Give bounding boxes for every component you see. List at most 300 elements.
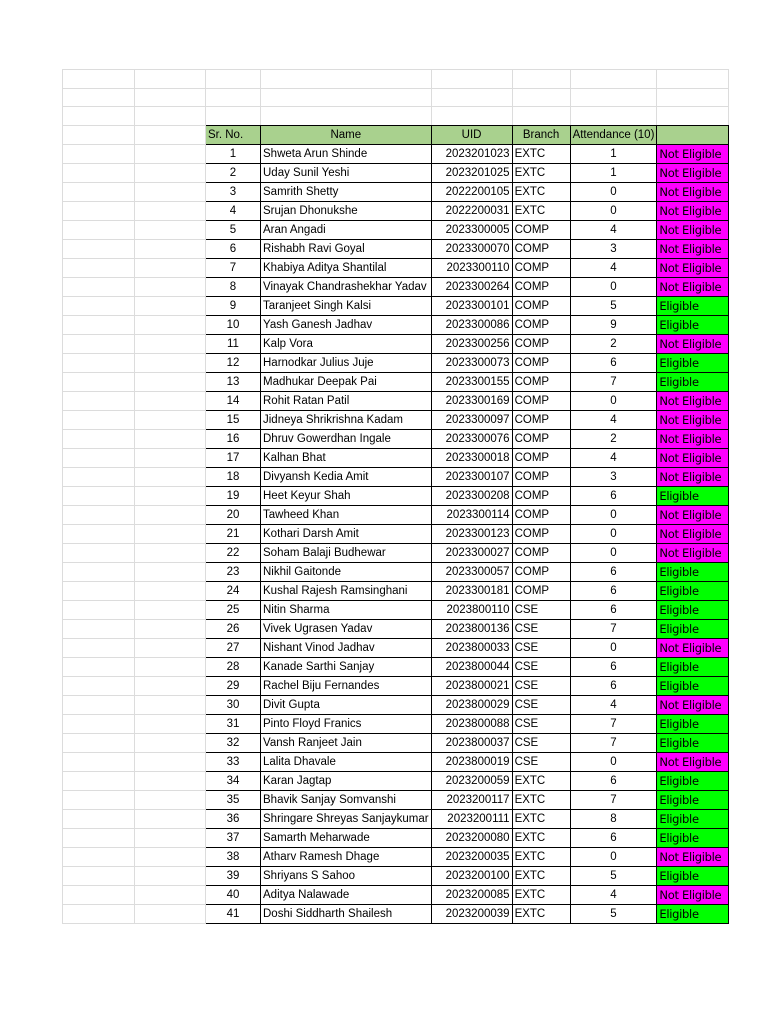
uid-cell[interactable]: 2022200031 xyxy=(431,201,512,220)
attendance-cell[interactable]: 3 xyxy=(570,239,657,258)
branch-cell[interactable]: COMP xyxy=(512,505,570,524)
empty-cell[interactable] xyxy=(63,524,135,543)
branch-cell[interactable]: COMP xyxy=(512,372,570,391)
status-cell[interactable]: Not Eligible xyxy=(657,543,729,562)
name-cell[interactable]: Vivek Ugrasen Yadav xyxy=(261,619,432,638)
name-cell[interactable]: Jidneya Shrikrishna Kadam xyxy=(261,410,432,429)
branch-cell[interactable]: CSE xyxy=(512,676,570,695)
branch-cell[interactable]: COMP xyxy=(512,334,570,353)
name-cell[interactable]: Aran Angadi xyxy=(261,220,432,239)
sr-no-cell[interactable]: 39 xyxy=(206,866,261,885)
sr-no-cell[interactable]: 4 xyxy=(206,201,261,220)
empty-cell[interactable] xyxy=(135,581,206,600)
empty-cell[interactable] xyxy=(63,353,135,372)
header-uid[interactable]: UID xyxy=(431,125,512,144)
uid-cell[interactable]: 2023300027 xyxy=(431,543,512,562)
branch-cell[interactable]: CSE xyxy=(512,695,570,714)
sr-no-cell[interactable]: 5 xyxy=(206,220,261,239)
uid-cell[interactable]: 2023300181 xyxy=(431,581,512,600)
empty-cell[interactable] xyxy=(261,70,432,89)
empty-cell[interactable] xyxy=(135,70,206,89)
empty-cell[interactable] xyxy=(135,125,206,144)
header-sr-no[interactable]: Sr. No. xyxy=(206,125,261,144)
branch-cell[interactable]: CSE xyxy=(512,657,570,676)
branch-cell[interactable]: COMP xyxy=(512,277,570,296)
sr-no-cell[interactable]: 24 xyxy=(206,581,261,600)
status-cell[interactable]: Not Eligible xyxy=(657,847,729,866)
empty-cell[interactable] xyxy=(63,391,135,410)
status-cell[interactable]: Not Eligible xyxy=(657,885,729,904)
status-cell[interactable]: Not Eligible xyxy=(657,695,729,714)
name-cell[interactable]: Rishabh Ravi Goyal xyxy=(261,239,432,258)
empty-cell[interactable] xyxy=(570,107,657,126)
empty-cell[interactable] xyxy=(135,220,206,239)
status-cell[interactable]: Eligible xyxy=(657,600,729,619)
sr-no-cell[interactable]: 33 xyxy=(206,752,261,771)
status-cell[interactable]: Not Eligible xyxy=(657,391,729,410)
empty-cell[interactable] xyxy=(63,125,135,144)
uid-cell[interactable]: 2023201025 xyxy=(431,163,512,182)
uid-cell[interactable]: 2023300264 xyxy=(431,277,512,296)
uid-cell[interactable]: 2023800136 xyxy=(431,619,512,638)
sr-no-cell[interactable]: 22 xyxy=(206,543,261,562)
sr-no-cell[interactable]: 30 xyxy=(206,695,261,714)
attendance-cell[interactable]: 6 xyxy=(570,676,657,695)
empty-cell[interactable] xyxy=(135,847,206,866)
empty-cell[interactable] xyxy=(135,467,206,486)
name-cell[interactable]: Kalhan Bhat xyxy=(261,448,432,467)
branch-cell[interactable]: COMP xyxy=(512,239,570,258)
attendance-cell[interactable]: 4 xyxy=(570,885,657,904)
attendance-cell[interactable]: 6 xyxy=(570,828,657,847)
uid-cell[interactable]: 2023300097 xyxy=(431,410,512,429)
empty-cell[interactable] xyxy=(63,543,135,562)
uid-cell[interactable]: 2023800044 xyxy=(431,657,512,676)
status-cell[interactable]: Eligible xyxy=(657,372,729,391)
header-name[interactable]: Name xyxy=(261,125,432,144)
attendance-cell[interactable]: 2 xyxy=(570,429,657,448)
empty-cell[interactable] xyxy=(63,828,135,847)
name-cell[interactable]: Nikhil Gaitonde xyxy=(261,562,432,581)
sr-no-cell[interactable]: 7 xyxy=(206,258,261,277)
empty-cell[interactable] xyxy=(63,296,135,315)
empty-cell[interactable] xyxy=(135,733,206,752)
sr-no-cell[interactable]: 16 xyxy=(206,429,261,448)
branch-cell[interactable]: COMP xyxy=(512,429,570,448)
branch-cell[interactable]: EXTC xyxy=(512,885,570,904)
name-cell[interactable]: Khabiya Aditya Shantilal xyxy=(261,258,432,277)
name-cell[interactable]: Shweta Arun Shinde xyxy=(261,144,432,163)
name-cell[interactable]: Rachel Biju Fernandes xyxy=(261,676,432,695)
empty-cell[interactable] xyxy=(135,144,206,163)
name-cell[interactable]: Kalp Vora xyxy=(261,334,432,353)
empty-cell[interactable] xyxy=(135,638,206,657)
name-cell[interactable]: Divit Gupta xyxy=(261,695,432,714)
branch-cell[interactable]: COMP xyxy=(512,315,570,334)
name-cell[interactable]: Lalita Dhavale xyxy=(261,752,432,771)
status-cell[interactable]: Eligible xyxy=(657,828,729,847)
uid-cell[interactable]: 2023300256 xyxy=(431,334,512,353)
empty-cell[interactable] xyxy=(657,88,729,107)
attendance-cell[interactable]: 7 xyxy=(570,619,657,638)
uid-cell[interactable]: 2023300107 xyxy=(431,467,512,486)
uid-cell[interactable]: 2023800033 xyxy=(431,638,512,657)
empty-cell[interactable] xyxy=(63,505,135,524)
status-cell[interactable]: Not Eligible xyxy=(657,410,729,429)
uid-cell[interactable]: 2023800029 xyxy=(431,695,512,714)
empty-cell[interactable] xyxy=(135,885,206,904)
uid-cell[interactable]: 2023300076 xyxy=(431,429,512,448)
uid-cell[interactable]: 2023201023 xyxy=(431,144,512,163)
empty-cell[interactable] xyxy=(135,562,206,581)
empty-cell[interactable] xyxy=(63,258,135,277)
empty-cell[interactable] xyxy=(657,107,729,126)
attendance-cell[interactable]: 0 xyxy=(570,847,657,866)
empty-cell[interactable] xyxy=(63,714,135,733)
empty-cell[interactable] xyxy=(570,70,657,89)
name-cell[interactable]: Soham Balaji Budhewar xyxy=(261,543,432,562)
empty-cell[interactable] xyxy=(63,486,135,505)
uid-cell[interactable]: 2023300073 xyxy=(431,353,512,372)
sr-no-cell[interactable]: 11 xyxy=(206,334,261,353)
attendance-cell[interactable]: 0 xyxy=(570,524,657,543)
status-cell[interactable]: Eligible xyxy=(657,315,729,334)
attendance-cell[interactable]: 6 xyxy=(570,353,657,372)
branch-cell[interactable]: COMP xyxy=(512,410,570,429)
uid-cell[interactable]: 2023800110 xyxy=(431,600,512,619)
branch-cell[interactable]: EXTC xyxy=(512,201,570,220)
empty-cell[interactable] xyxy=(135,657,206,676)
empty-cell[interactable] xyxy=(135,182,206,201)
status-cell[interactable]: Eligible xyxy=(657,353,729,372)
header-status[interactable] xyxy=(657,125,729,144)
sr-no-cell[interactable]: 1 xyxy=(206,144,261,163)
empty-cell[interactable] xyxy=(63,904,135,923)
attendance-cell[interactable]: 0 xyxy=(570,182,657,201)
empty-cell[interactable] xyxy=(63,277,135,296)
empty-cell[interactable] xyxy=(135,429,206,448)
uid-cell[interactable]: 2023300018 xyxy=(431,448,512,467)
branch-cell[interactable]: CSE xyxy=(512,600,570,619)
branch-cell[interactable]: COMP xyxy=(512,391,570,410)
empty-cell[interactable] xyxy=(135,600,206,619)
status-cell[interactable]: Eligible xyxy=(657,619,729,638)
name-cell[interactable]: Kushal Rajesh Ramsinghani xyxy=(261,581,432,600)
uid-cell[interactable]: 2023200085 xyxy=(431,885,512,904)
branch-cell[interactable]: COMP xyxy=(512,562,570,581)
empty-cell[interactable] xyxy=(135,866,206,885)
sr-no-cell[interactable]: 40 xyxy=(206,885,261,904)
name-cell[interactable]: Madhukar Deepak Pai xyxy=(261,372,432,391)
sr-no-cell[interactable]: 18 xyxy=(206,467,261,486)
branch-cell[interactable]: CSE xyxy=(512,714,570,733)
uid-cell[interactable]: 2023800021 xyxy=(431,676,512,695)
attendance-cell[interactable]: 6 xyxy=(570,657,657,676)
empty-cell[interactable] xyxy=(135,809,206,828)
branch-cell[interactable]: EXTC xyxy=(512,182,570,201)
status-cell[interactable]: Not Eligible xyxy=(657,201,729,220)
empty-cell[interactable] xyxy=(135,353,206,372)
sr-no-cell[interactable]: 38 xyxy=(206,847,261,866)
name-cell[interactable]: Tawheed Khan xyxy=(261,505,432,524)
name-cell[interactable]: Bhavik Sanjay Somvanshi xyxy=(261,790,432,809)
empty-cell[interactable] xyxy=(63,771,135,790)
uid-cell[interactable]: 2023200100 xyxy=(431,866,512,885)
empty-cell[interactable] xyxy=(63,107,135,126)
name-cell[interactable]: Vansh Ranjeet Jain xyxy=(261,733,432,752)
uid-cell[interactable]: 2023300208 xyxy=(431,486,512,505)
name-cell[interactable]: Taranjeet Singh Kalsi xyxy=(261,296,432,315)
name-cell[interactable]: Yash Ganesh Jadhav xyxy=(261,315,432,334)
uid-cell[interactable]: 2023300070 xyxy=(431,239,512,258)
sr-no-cell[interactable]: 14 xyxy=(206,391,261,410)
uid-cell[interactable]: 2023800037 xyxy=(431,733,512,752)
empty-cell[interactable] xyxy=(135,448,206,467)
status-cell[interactable]: Not Eligible xyxy=(657,220,729,239)
empty-cell[interactable] xyxy=(63,467,135,486)
uid-cell[interactable]: 2023300155 xyxy=(431,372,512,391)
branch-cell[interactable]: COMP xyxy=(512,296,570,315)
branch-cell[interactable]: EXTC xyxy=(512,144,570,163)
status-cell[interactable]: Not Eligible xyxy=(657,467,729,486)
attendance-cell[interactable]: 0 xyxy=(570,752,657,771)
attendance-cell[interactable]: 6 xyxy=(570,581,657,600)
empty-cell[interactable] xyxy=(431,70,512,89)
uid-cell[interactable]: 2023300114 xyxy=(431,505,512,524)
uid-cell[interactable]: 2022200105 xyxy=(431,182,512,201)
name-cell[interactable]: Karan Jagtap xyxy=(261,771,432,790)
branch-cell[interactable]: COMP xyxy=(512,467,570,486)
empty-cell[interactable] xyxy=(63,201,135,220)
sr-no-cell[interactable]: 41 xyxy=(206,904,261,923)
sr-no-cell[interactable]: 34 xyxy=(206,771,261,790)
empty-cell[interactable] xyxy=(63,70,135,89)
status-cell[interactable]: Not Eligible xyxy=(657,429,729,448)
status-cell[interactable]: Eligible xyxy=(657,790,729,809)
empty-cell[interactable] xyxy=(512,70,570,89)
branch-cell[interactable]: COMP xyxy=(512,448,570,467)
uid-cell[interactable]: 2023300057 xyxy=(431,562,512,581)
empty-cell[interactable] xyxy=(135,771,206,790)
name-cell[interactable]: Shriyans S Sahoo xyxy=(261,866,432,885)
branch-cell[interactable]: COMP xyxy=(512,524,570,543)
attendance-cell[interactable]: 6 xyxy=(570,486,657,505)
sr-no-cell[interactable]: 21 xyxy=(206,524,261,543)
header-attendance[interactable]: Attendance (10) xyxy=(570,125,657,144)
sr-no-cell[interactable]: 27 xyxy=(206,638,261,657)
name-cell[interactable]: Samrith Shetty xyxy=(261,182,432,201)
branch-cell[interactable]: EXTC xyxy=(512,790,570,809)
attendance-cell[interactable]: 7 xyxy=(570,733,657,752)
status-cell[interactable]: Not Eligible xyxy=(657,239,729,258)
attendance-cell[interactable]: 0 xyxy=(570,277,657,296)
branch-cell[interactable]: COMP xyxy=(512,220,570,239)
sr-no-cell[interactable]: 36 xyxy=(206,809,261,828)
name-cell[interactable]: Divyansh Kedia Amit xyxy=(261,467,432,486)
sr-no-cell[interactable]: 3 xyxy=(206,182,261,201)
attendance-cell[interactable]: 6 xyxy=(570,562,657,581)
sr-no-cell[interactable]: 6 xyxy=(206,239,261,258)
sr-no-cell[interactable]: 13 xyxy=(206,372,261,391)
attendance-cell[interactable]: 2 xyxy=(570,334,657,353)
sr-no-cell[interactable]: 15 xyxy=(206,410,261,429)
name-cell[interactable]: Nishant Vinod Jadhav xyxy=(261,638,432,657)
name-cell[interactable]: Atharv Ramesh Dhage xyxy=(261,847,432,866)
sr-no-cell[interactable]: 2 xyxy=(206,163,261,182)
sr-no-cell[interactable]: 8 xyxy=(206,277,261,296)
empty-cell[interactable] xyxy=(63,372,135,391)
empty-cell[interactable] xyxy=(135,277,206,296)
empty-cell[interactable] xyxy=(261,88,432,107)
sr-no-cell[interactable]: 19 xyxy=(206,486,261,505)
name-cell[interactable]: Kothari Darsh Amit xyxy=(261,524,432,543)
empty-cell[interactable] xyxy=(63,429,135,448)
sr-no-cell[interactable]: 28 xyxy=(206,657,261,676)
empty-cell[interactable] xyxy=(135,88,206,107)
status-cell[interactable]: Eligible xyxy=(657,904,729,923)
empty-cell[interactable] xyxy=(63,733,135,752)
sr-no-cell[interactable]: 20 xyxy=(206,505,261,524)
empty-cell[interactable] xyxy=(63,695,135,714)
name-cell[interactable]: Vinayak Chandrashekhar Yadav xyxy=(261,277,432,296)
header-branch[interactable]: Branch xyxy=(512,125,570,144)
status-cell[interactable]: Not Eligible xyxy=(657,258,729,277)
status-cell[interactable]: Not Eligible xyxy=(657,182,729,201)
status-cell[interactable]: Not Eligible xyxy=(657,448,729,467)
sr-no-cell[interactable]: 10 xyxy=(206,315,261,334)
sr-no-cell[interactable]: 12 xyxy=(206,353,261,372)
empty-cell[interactable] xyxy=(135,296,206,315)
attendance-cell[interactable]: 1 xyxy=(570,144,657,163)
status-cell[interactable]: Not Eligible xyxy=(657,638,729,657)
status-cell[interactable]: Eligible xyxy=(657,676,729,695)
empty-cell[interactable] xyxy=(135,619,206,638)
status-cell[interactable]: Eligible xyxy=(657,771,729,790)
attendance-cell[interactable]: 4 xyxy=(570,220,657,239)
status-cell[interactable]: Not Eligible xyxy=(657,505,729,524)
empty-cell[interactable] xyxy=(570,88,657,107)
attendance-cell[interactable]: 7 xyxy=(570,372,657,391)
empty-cell[interactable] xyxy=(431,88,512,107)
empty-cell[interactable] xyxy=(135,790,206,809)
empty-cell[interactable] xyxy=(63,334,135,353)
empty-cell[interactable] xyxy=(63,410,135,429)
status-cell[interactable]: Not Eligible xyxy=(657,752,729,771)
sr-no-cell[interactable]: 17 xyxy=(206,448,261,467)
empty-cell[interactable] xyxy=(135,695,206,714)
attendance-cell[interactable]: 4 xyxy=(570,695,657,714)
empty-cell[interactable] xyxy=(63,581,135,600)
empty-cell[interactable] xyxy=(63,885,135,904)
branch-cell[interactable]: CSE xyxy=(512,619,570,638)
status-cell[interactable]: Eligible xyxy=(657,657,729,676)
name-cell[interactable]: Pinto Floyd Franics xyxy=(261,714,432,733)
empty-cell[interactable] xyxy=(512,107,570,126)
branch-cell[interactable]: EXTC xyxy=(512,809,570,828)
uid-cell[interactable]: 2023800019 xyxy=(431,752,512,771)
empty-cell[interactable] xyxy=(63,88,135,107)
branch-cell[interactable]: COMP xyxy=(512,353,570,372)
empty-cell[interactable] xyxy=(63,619,135,638)
uid-cell[interactable]: 2023200111 xyxy=(431,809,512,828)
attendance-cell[interactable]: 5 xyxy=(570,904,657,923)
name-cell[interactable]: Rohit Ratan Patil xyxy=(261,391,432,410)
attendance-cell[interactable]: 7 xyxy=(570,790,657,809)
status-cell[interactable]: Not Eligible xyxy=(657,144,729,163)
branch-cell[interactable]: EXTC xyxy=(512,866,570,885)
empty-cell[interactable] xyxy=(135,239,206,258)
status-cell[interactable]: Eligible xyxy=(657,581,729,600)
sr-no-cell[interactable]: 31 xyxy=(206,714,261,733)
attendance-cell[interactable]: 8 xyxy=(570,809,657,828)
sr-no-cell[interactable]: 9 xyxy=(206,296,261,315)
branch-cell[interactable]: EXTC xyxy=(512,904,570,923)
empty-cell[interactable] xyxy=(63,657,135,676)
sr-no-cell[interactable]: 23 xyxy=(206,562,261,581)
empty-cell[interactable] xyxy=(63,752,135,771)
empty-cell[interactable] xyxy=(63,847,135,866)
status-cell[interactable]: Eligible xyxy=(657,562,729,581)
uid-cell[interactable]: 2023200059 xyxy=(431,771,512,790)
sr-no-cell[interactable]: 32 xyxy=(206,733,261,752)
branch-cell[interactable]: COMP xyxy=(512,581,570,600)
empty-cell[interactable] xyxy=(63,239,135,258)
name-cell[interactable]: Uday Sunil Yeshi xyxy=(261,163,432,182)
sr-no-cell[interactable]: 25 xyxy=(206,600,261,619)
branch-cell[interactable]: COMP xyxy=(512,486,570,505)
branch-cell[interactable]: EXTC xyxy=(512,828,570,847)
name-cell[interactable]: Dhruv Gowerdhan Ingale xyxy=(261,429,432,448)
empty-cell[interactable] xyxy=(63,144,135,163)
empty-cell[interactable] xyxy=(135,714,206,733)
uid-cell[interactable]: 2023200035 xyxy=(431,847,512,866)
uid-cell[interactable]: 2023300169 xyxy=(431,391,512,410)
branch-cell[interactable]: CSE xyxy=(512,638,570,657)
name-cell[interactable]: Kanade Sarthi Sanjay xyxy=(261,657,432,676)
sr-no-cell[interactable]: 37 xyxy=(206,828,261,847)
attendance-cell[interactable]: 7 xyxy=(570,714,657,733)
empty-cell[interactable] xyxy=(63,809,135,828)
sr-no-cell[interactable]: 35 xyxy=(206,790,261,809)
branch-cell[interactable]: EXTC xyxy=(512,847,570,866)
empty-cell[interactable] xyxy=(135,904,206,923)
name-cell[interactable]: Harnodkar Julius Juje xyxy=(261,353,432,372)
attendance-cell[interactable]: 0 xyxy=(570,638,657,657)
empty-cell[interactable] xyxy=(135,315,206,334)
status-cell[interactable]: Not Eligible xyxy=(657,163,729,182)
uid-cell[interactable]: 2023300123 xyxy=(431,524,512,543)
empty-cell[interactable] xyxy=(512,88,570,107)
empty-cell[interactable] xyxy=(135,486,206,505)
empty-cell[interactable] xyxy=(63,315,135,334)
empty-cell[interactable] xyxy=(206,70,261,89)
empty-cell[interactable] xyxy=(63,790,135,809)
name-cell[interactable]: Aditya Nalawade xyxy=(261,885,432,904)
empty-cell[interactable] xyxy=(135,107,206,126)
status-cell[interactable]: Eligible xyxy=(657,714,729,733)
attendance-cell[interactable]: 3 xyxy=(570,467,657,486)
empty-cell[interactable] xyxy=(261,107,432,126)
empty-cell[interactable] xyxy=(135,828,206,847)
empty-cell[interactable] xyxy=(63,676,135,695)
uid-cell[interactable]: 2023300110 xyxy=(431,258,512,277)
branch-cell[interactable]: COMP xyxy=(512,543,570,562)
attendance-cell[interactable]: 0 xyxy=(570,201,657,220)
branch-cell[interactable]: CSE xyxy=(512,733,570,752)
empty-cell[interactable] xyxy=(63,448,135,467)
status-cell[interactable]: Eligible xyxy=(657,733,729,752)
empty-cell[interactable] xyxy=(63,163,135,182)
